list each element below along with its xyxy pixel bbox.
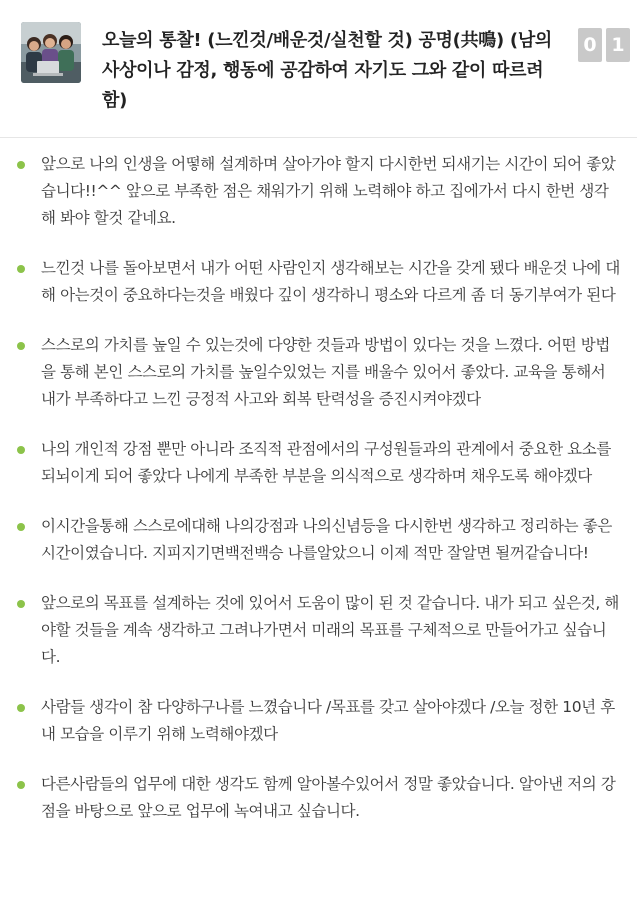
list-item-text: 느낀것 나를 돌아보면서 내가 어떤 사람인지 생각해보는 시간을 갖게 됐다 배운것 나에 대해 아는것이 중요하다는것을 배웠다 깊이 생각하니 평소와 다르게 좀 더 동기부여가 된다 xyxy=(41,259,620,304)
bullet-dot-icon xyxy=(17,704,25,712)
bullet-dot-icon xyxy=(17,523,25,531)
list-item-text: 앞으로 나의 인생을 어떻해 설계하며 살아가야 할지 다시한번 되새기는 시간이 되어 좋았습니다!!^^ 앞으로 부족한 점은 채워가기 위해 노력해야 하고 집에가서 다시 한번 생각해 봐야 할것 같네요. xyxy=(41,155,616,227)
list-item-text: 이시간을통해 스스로에대해 나의강점과 나의신념등을 다시한번 생각하고 정리하는 좋은시간이였습니다. 지피지기면백전백승 나를알았으니 이제 적만 잘알면 될꺼같습니다! xyxy=(41,517,612,562)
list-item xyxy=(0,151,637,232)
list-item xyxy=(0,436,637,490)
list-item xyxy=(0,255,637,309)
counter-badge xyxy=(578,28,630,62)
list-item-text: 나의 개인적 강점 뿐만 아니라 조직적 관점에서의 구성원들과의 관계에서 중요한 요소를 되뇌이게 되어 좋았다 나에게 부족한 부분을 의식적으로 생각하며 채우도록 해야겠다 xyxy=(41,440,611,485)
list-item xyxy=(0,590,637,671)
list-item-text: 앞으로의 목표를 설계하는 것에 있어서 도움이 많이 된 것 같습니다. 내가 되고 싶은것, 해야할 것들을 계속 생각하고 그려나가면서 미래의 목표를 구체적으로 만들어가고 싶습니다. xyxy=(41,594,619,666)
insight-list xyxy=(0,151,637,848)
list-item-text: 사람들 생각이 참 다양하구나를 느꼈습니다 /목표를 갖고 살아야겠다 /오늘 정한 10년 후 내 모습을 이루기 위해 노력해야겠다 xyxy=(41,698,615,743)
list-item xyxy=(0,513,637,567)
counter-digit: 0 xyxy=(578,28,602,62)
bullet-dot-icon xyxy=(17,600,25,608)
group-photo-thumbnail xyxy=(21,22,81,83)
bullet-dot-icon xyxy=(17,161,25,169)
bullet-dot-icon xyxy=(17,342,25,350)
list-item xyxy=(0,694,637,748)
page-title: 오늘의 통찰! (느낀것/배운것/실천할 것) 공명(共鳴) (남의 사상이나 감정, 행동에 공감하여 자기도 그와 같이 따르려 함) xyxy=(102,30,552,111)
bullet-dot-icon xyxy=(17,446,25,454)
counter-digit: 1 xyxy=(606,28,630,62)
bullet-dot-icon xyxy=(17,781,25,789)
list-item xyxy=(0,332,637,413)
list-item xyxy=(0,771,637,825)
list-item-text: 다른사람들의 업무에 대한 생각도 함께 알아볼수있어서 정말 좋았습니다. 알아낸 저의 강점을 바탕으로 앞으로 업무에 녹여내고 싶습니다. xyxy=(41,775,616,820)
bullet-dot-icon xyxy=(17,265,25,273)
card-header xyxy=(0,0,637,138)
list-item-text: 스스로의 가치를 높일 수 있는것에 다양한 것들과 방법이 있다는 것을 느꼈다. 어떤 방법을 통해 본인 스스로의 가치를 높일수있었는 지를 배울수 있어서 좋았다. 교육을 통해서 내가 부족하다고 느낀 긍정적 사고와 회복 탄력성을 증진시켜야겠다 xyxy=(41,336,610,408)
